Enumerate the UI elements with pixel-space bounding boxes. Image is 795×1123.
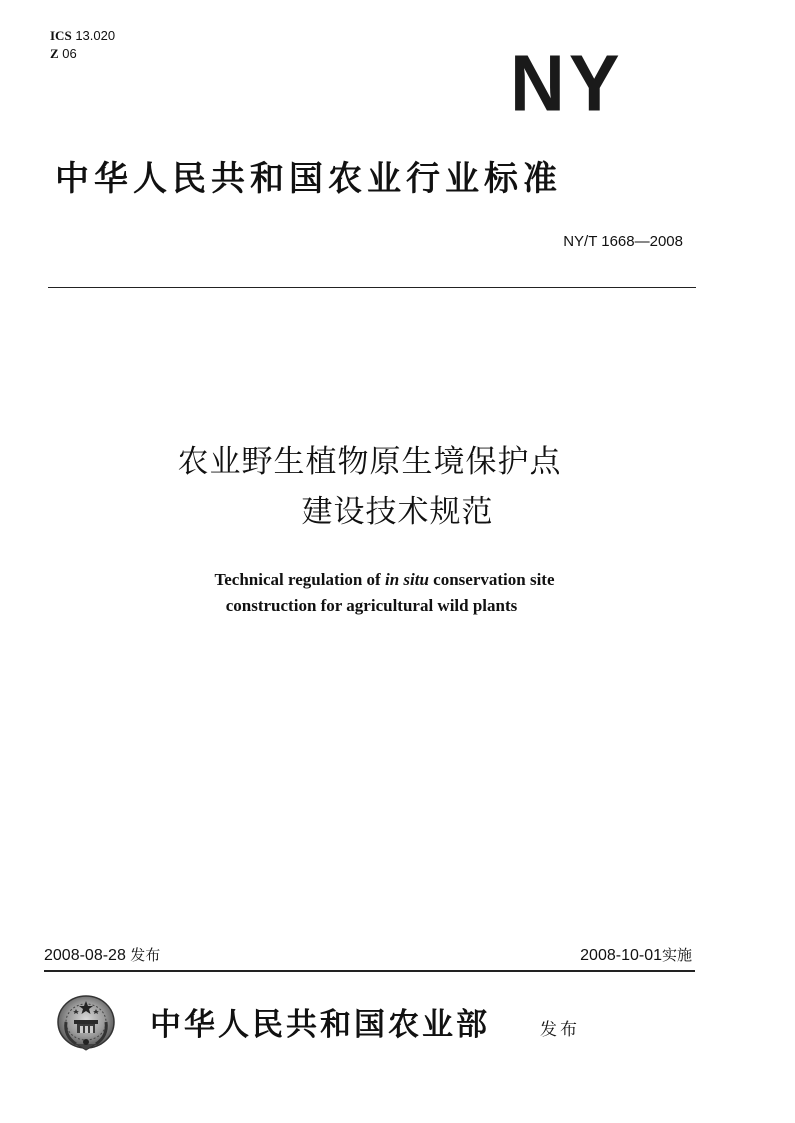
- implement-date-block: [580, 944, 692, 967]
- top-divider: [48, 287, 696, 288]
- ics-code: 13.020: [75, 28, 116, 43]
- national-emblem-icon: [52, 992, 120, 1056]
- ny-logo: NY: [510, 38, 624, 129]
- english-title-line-1: [0, 569, 782, 591]
- organization-title: 中华人民共和国农业行业标准: [55, 159, 562, 199]
- issue-label: 发布: [130, 946, 161, 964]
- chinese-title-line-1: 农业野生植物原生境保护点: [177, 444, 562, 480]
- english-title-pre: Technical regulation of: [214, 570, 385, 589]
- english-title-line-2: construction for agricultural wild plants: [225, 596, 518, 615]
- issue-date-block: [44, 944, 160, 967]
- implement-date: 2008-10-01: [580, 947, 662, 964]
- ics-label: ICS: [50, 28, 72, 43]
- department-issue-label: 发布: [540, 1020, 580, 1040]
- standard-number: NY/T 1668—2008: [563, 233, 683, 250]
- ics-classification: [50, 28, 115, 44]
- implement-label: 实施: [661, 946, 692, 964]
- issue-date: 2008-08-28: [44, 947, 126, 964]
- chinese-title-line-2: 建设技术规范: [301, 494, 494, 530]
- ccs-label: Z: [50, 46, 59, 61]
- english-title-post: conservation site: [428, 570, 555, 589]
- issuing-department: 中华人民共和国农业部: [150, 1007, 490, 1043]
- ccs-classification: [50, 46, 77, 62]
- english-title-italic: in situ: [384, 570, 429, 589]
- ccs-code: 06: [62, 46, 77, 61]
- bottom-divider: [44, 970, 695, 972]
